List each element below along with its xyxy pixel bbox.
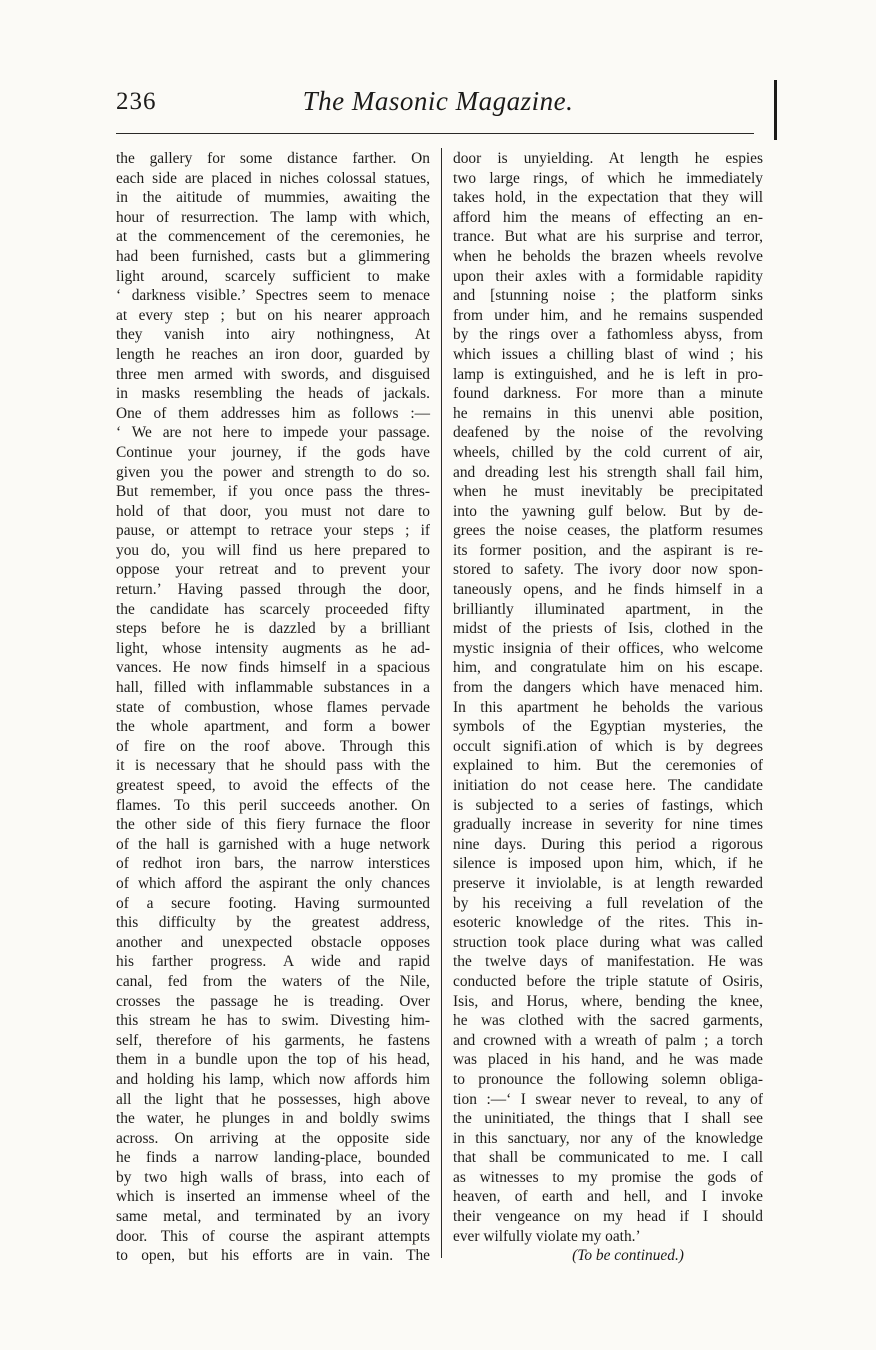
text-line: from under him, and he remains suspended [453,306,763,324]
text-line: and crowned with a wreath of palm ; a torch [453,1031,763,1049]
text-line: taneously opens, and he finds himself in a [453,581,763,599]
text-line: nine days. During this period a rigorous [453,835,763,853]
text-line: three men armed with swords, and disguised [116,365,430,383]
text-line: of fire on the roof above. Through this [116,737,430,755]
right-column [453,149,763,1266]
text-line: of the hall is garnished with a huge network [116,835,430,853]
text-line: preserve it inviolable, is at length rewarded [453,874,763,892]
text-line: light around, scarcely sufficient to make [116,267,430,285]
text-line: he remains in this unenvi able position, [453,404,763,422]
text-line: which issues a chilling blast of wind ; his [453,345,763,363]
text-line: two large rings, of which he immediately [453,169,763,187]
text-line: in the aititude of mummies, awaiting the [116,189,430,207]
text-line: door is unyielding. At length he espies [453,150,763,167]
text-line: canal, fed from the waters of the Nile, [116,972,430,990]
text-line: of a secure footing. Having surmounted [116,894,430,912]
text-line: they vanish into airy nothingness, At [116,326,430,344]
text-line: the water, he plunges in and boldly swims [116,1110,430,1128]
text-line: in this sanctuary, nor any of the knowledge [453,1129,763,1147]
text-line: mystic insignia of their offices, who welcome [453,639,763,657]
text-line: vances. He now finds himself in a spacious [116,659,430,677]
text-line: state of combustion, whose flames pervade [116,698,430,716]
text-line: given you the power and strength to do so. [116,463,430,481]
text-line: steps before he is dazzled by a brilliant [116,620,430,638]
text-line: by two high walls of brass, into each of [116,1168,430,1186]
text-line: he finds a narrow landing-place, bounded [116,1149,430,1167]
text-line: silence is imposed upon him, which, if he [453,855,763,873]
text-line: midst of the priests of Isis, clothed in the [453,620,763,638]
text-line: when he beholds the brazen wheels revolve [453,247,763,265]
text-line: deafened by the noise of the revolving [453,424,763,442]
text-line: them in a bundle upon the top of his head, [116,1051,430,1069]
text-line: of redhot iron bars, the narrow interstices [116,855,430,873]
running-title: The Masonic Magazine. [302,86,574,116]
text-line: he was clothed with the sacred garments, [453,1012,763,1030]
text-line: takes hold, in the expectation that they will [453,189,763,207]
text-line: Continue your journey, if the gods have [116,443,430,461]
text-line: light, whose intensity augments as he ad- [116,639,430,657]
text-line: by his receiving a full revelation of the [453,894,763,912]
text-line: another and unexpected obstacle opposes [116,933,430,951]
text-line: which is inserted an immense wheel of the [116,1188,430,1206]
text-line: ever wilfully violate my oath.’ [453,1227,641,1245]
text-line: the whole apartment, and form a bower [116,718,430,736]
text-line: the other side of this fiery furnace the floor [116,816,430,834]
text-line: is subjected to a series of fastings, which [453,796,763,814]
text-line: heaven, of earth and hell, and I invoke [453,1188,763,1206]
text-line: the twelve days of manifestation. He was [453,953,763,971]
text-line: you do, you will find us here prepared to [116,541,430,559]
text-line: into the yawning gulf below. But by de- [453,502,763,520]
text-line: that shall be communicated to me. I call [453,1149,763,1167]
text-line: by the rings over a fathomless abyss, from [453,326,763,344]
text-line: it is necessary that he should pass with the [116,757,430,775]
text-line: across. On arriving at the opposite side [116,1129,430,1147]
text-line: was placed in his hand, and he was made [453,1051,763,1069]
text-line: occult signifi.ation of which is by degrees [453,737,763,755]
text-line: ‘ We are not here to impede your passage. [116,424,430,442]
text-line: ‘ darkness visible.’ Spectres seem to menace [116,287,430,305]
text-line: In this apartment he beholds the various [453,698,763,716]
text-line: brilliantly illuminated apartment, in the [453,600,763,618]
text-line: tion :—‘ I swear never to reveal, to any of [453,1090,763,1108]
text-line: hold of that door, you must not dare to [116,502,430,520]
text-line: the gallery for some distance farther. On [116,150,430,167]
text-line: explained to him. But the ceremonies of [453,757,763,775]
text-line: stored to safety. The ivory door now spon- [453,561,763,579]
text-line: esoteric knowledge of the rites. This in- [453,914,763,932]
text-line: at every step ; but on his nearer approach [116,306,430,324]
page-number: 236 [116,88,157,115]
text-line: But remember, if you once pass the thres- [116,483,430,501]
text-line: the candidate has scarcely proceeded fifty [116,600,430,618]
text-line: had been furnished, casts but a glimmering [116,247,430,265]
column-divider [441,148,442,1258]
continued-note: (To be continued.) [572,1247,684,1265]
text-line: and [stunning noise ; the platform sinks [453,287,763,305]
text-line: door. This of course the aspirant attempts [116,1227,430,1245]
text-line: the uninitiated, the things that I shall see [453,1110,763,1128]
text-line: One of them addresses him as follows :— [116,404,430,422]
text-line: in masks resembling the heads of jackals. [116,385,430,403]
text-line: Isis, and Horus, where, bending the knee, [453,992,763,1010]
text-line: greatest speed, to avoid the effects of the [116,777,430,794]
text-line: of which afford the aspirant the only chances [116,874,430,892]
text-line: this difficulty by the greatest address, [116,914,430,932]
margin-mark [774,80,777,140]
text-line: hall, filled with inflammable substances in a [116,679,430,697]
text-line: grees the noise ceases, the platform resumes [453,522,763,540]
text-line: to pronounce the following solemn obliga- [453,1070,763,1088]
text-line: symbols of the Egyptian mysteries, the [453,718,763,736]
text-line: afford him the means of effecting an en- [453,208,763,226]
text-line: each side are placed in niches colossal statues, [116,169,430,187]
text-line: trance. But what are his surprise and terror, [453,228,763,246]
text-line: to open, but his efforts are in vain. The [116,1247,430,1265]
text-line: his farther progress. A wide and rapid [116,953,430,971]
text-line: length he reaches an iron door, guarded by [116,345,430,363]
text-line: same metal, and terminated by an ivory [116,1208,430,1226]
text-line: return.’ Having passed through the door, [116,581,430,599]
text-line: wheels, chilled by the cold current of air, [453,443,763,461]
text-line: and holding his lamp, which now affords him [116,1070,430,1088]
text-line: this stream he has to swim. Divesting him- [116,1012,430,1030]
text-line: upon their axles with a formidable rapidity [453,267,763,285]
text-line: at the commencement of the ceremonies, he [116,228,430,246]
text-line: crosses the passage he is treading. Over [116,992,430,1010]
text-line: as witnesses to my promise the gods of [453,1168,763,1186]
text-line: its former position, and the aspirant is re- [453,541,763,559]
text-line: gradually increase in severity for nine times [453,816,763,834]
text-line: from the dangers which have menaced him. [453,679,763,697]
text-line: found darkness. For more than a minute [453,385,763,403]
text-line: all the light that he possesses, high above [116,1090,430,1108]
text-line: their vengeance on my head if I should [453,1208,763,1226]
text-line: flames. To this peril succeeds another. On [116,796,430,814]
text-line: lamp is extinguished, and he is left in pro- [453,365,763,383]
text-line: oppose your retreat and to prevent your [116,561,430,579]
text-line: pause, or attempt to retrace your steps ; if [116,522,430,540]
text-line: hour of resurrection. The lamp with which, [116,208,430,226]
left-column [116,149,430,1266]
text-line: and dreading lest his strength shall fail him, [453,463,763,481]
text-line: when he must inevitably be precipitated [453,483,763,501]
text-line: conducted before the triple statute of Osiris, [453,972,763,990]
text-line: self, therefore of his garments, he fastens [116,1031,430,1049]
text-line: struction took place during what was called [453,933,763,951]
text-line: him, and congratulate him on his escape. [453,659,763,677]
header-rule [116,133,754,134]
text-line: initiation do not cease here. The candidate [453,777,763,794]
